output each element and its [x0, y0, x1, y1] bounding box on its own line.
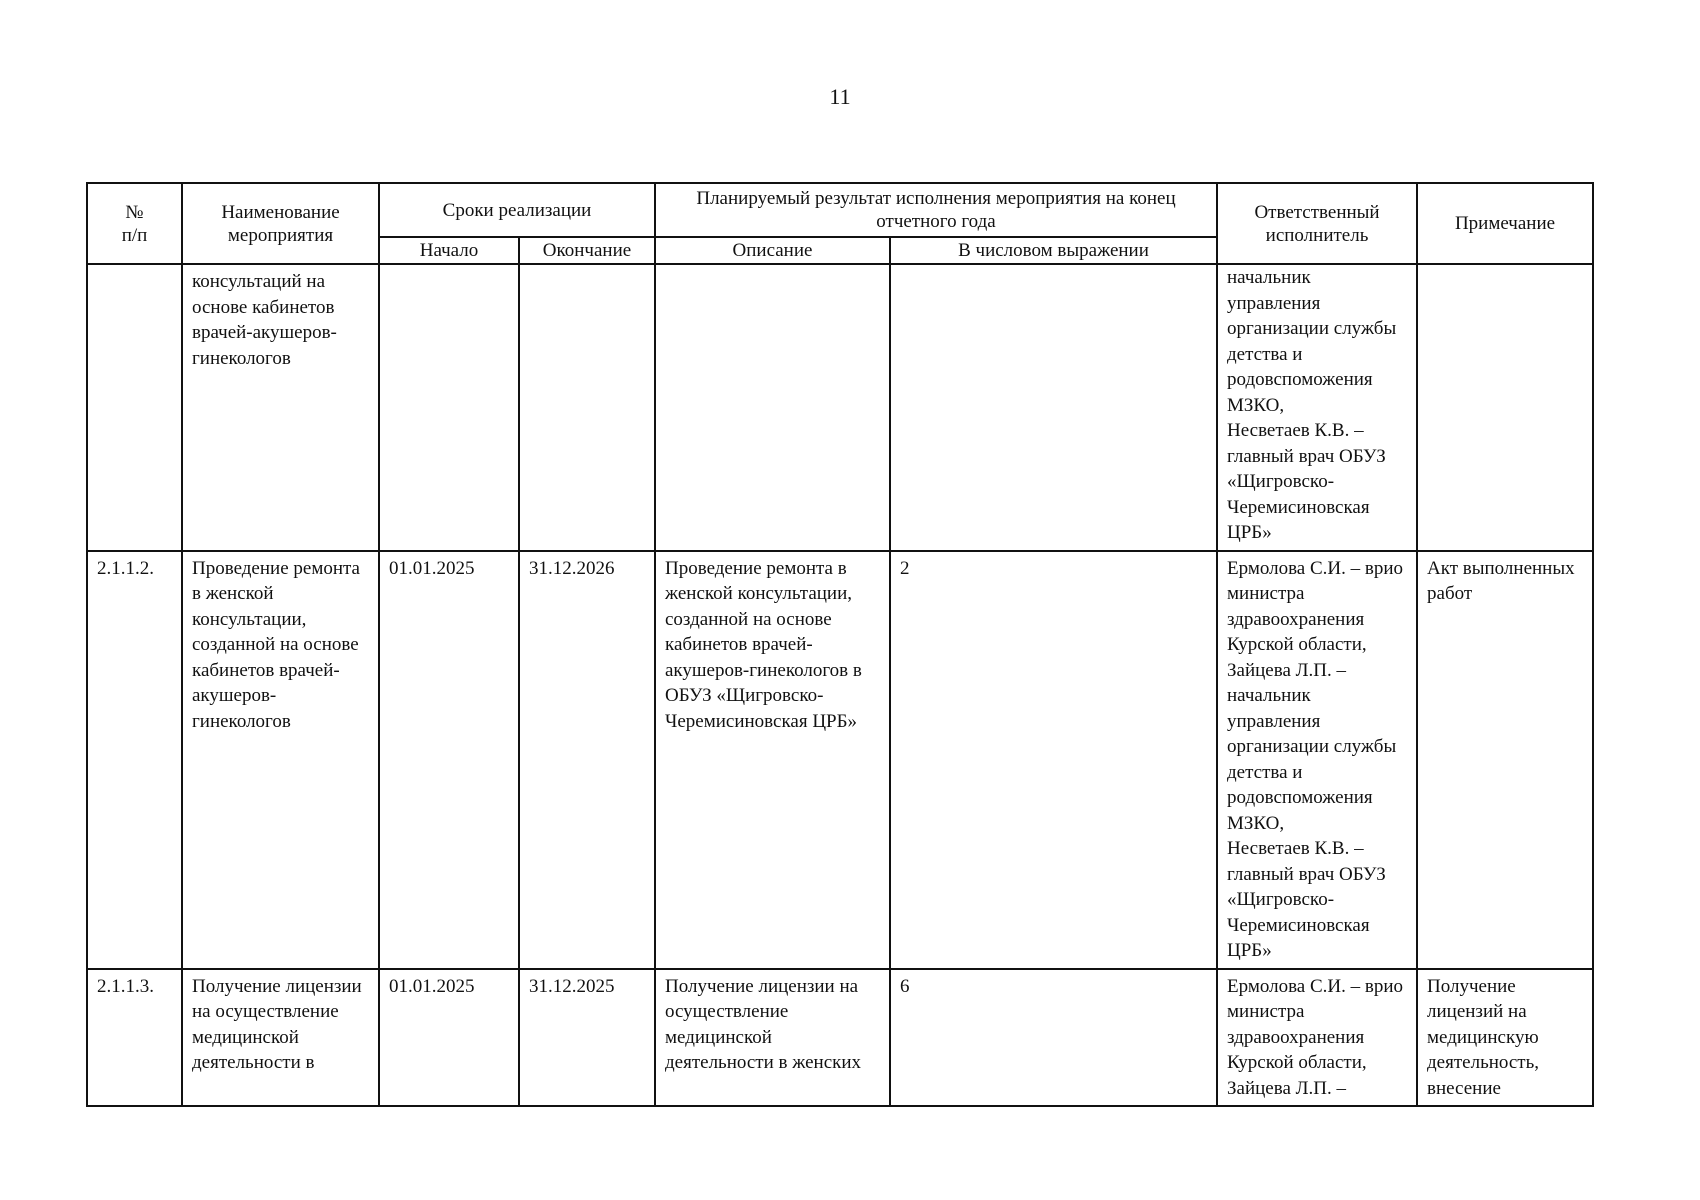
cell-description: Проведение ремонта в женской консультации, созданной на основе кабинетов врачей-акушеров-гинекологов в ОБУЗ «Щигровско-Черемисиновская ЦРБ»: [655, 551, 890, 969]
table-row: [87, 551, 1593, 969]
cell-end: [519, 264, 655, 551]
table-row: [87, 264, 1593, 551]
cell-start: [379, 264, 519, 551]
cell-num: 2.1.1.3.: [87, 969, 182, 1107]
cell-start: 01.01.2025: [379, 551, 519, 969]
header-num: № п/п: [87, 183, 182, 264]
page-number: 11: [829, 84, 851, 109]
cell-description: [655, 264, 890, 551]
cell-name: Получение лицензии на осуществление медицинской деятельности в: [182, 969, 379, 1107]
cell-note: Получение лицензий на медицинскую деятельность, внесение: [1417, 969, 1593, 1107]
cell-responsible: Ермолова С.И. – врио министра здравоохранения Курской области, Зайцева Л.П. –: [1217, 969, 1417, 1107]
cell-responsible: Ермолова С.И. – врио министра здравоохранения Курской области, Зайцева Л.П. – начальник управления организации службы детства и родовспоможения МЗКО, Несветаев К.В. – главный врач ОБУЗ «Щигровско-Черемисиновская ЦРБ»: [1217, 551, 1417, 969]
header-note: Примечание: [1417, 183, 1593, 264]
cell-numeric: 6: [890, 969, 1217, 1107]
header-row-top: [87, 183, 1593, 237]
header-name: Наименование мероприятия: [182, 183, 379, 264]
cell-note: [1417, 264, 1593, 551]
header-terms: Сроки реализации: [379, 183, 655, 237]
action-plan-table: [86, 182, 1594, 1107]
header-result: Планируемый результат исполнения мероприятия на конец отчетного года: [655, 183, 1217, 237]
header-responsible: Ответственный исполнитель: [1217, 183, 1417, 264]
cell-description: Получение лицензии на осуществление медицинской деятельности в женских: [655, 969, 890, 1107]
cell-name: консультаций на основе кабинетов врачей-акушеров-гинекологов: [182, 264, 379, 551]
cell-end: 31.12.2025: [519, 969, 655, 1107]
cell-responsible: начальник управления организации службы детства и родовспоможения МЗКО, Несветаев К.В. – главный врач ОБУЗ «Щигровско-Черемисиновская ЦРБ»: [1217, 264, 1417, 551]
cell-start: 01.01.2025: [379, 969, 519, 1107]
cell-numeric: 2: [890, 551, 1217, 969]
cell-num: [87, 264, 182, 551]
cell-name: Проведение ремонта в женской консультации, созданной на основе кабинетов врачей-акушеров-гинекологов: [182, 551, 379, 969]
cell-end: 31.12.2026: [519, 551, 655, 969]
header-start: Начало: [379, 237, 519, 264]
cell-num: 2.1.1.2.: [87, 551, 182, 969]
header-numeric: В числовом выражении: [890, 237, 1217, 264]
cell-note: Акт выполненных работ: [1417, 551, 1593, 969]
cell-numeric: [890, 264, 1217, 551]
header-description: Описание: [655, 237, 890, 264]
table-row: [87, 969, 1593, 1107]
header-end: Окончание: [519, 237, 655, 264]
